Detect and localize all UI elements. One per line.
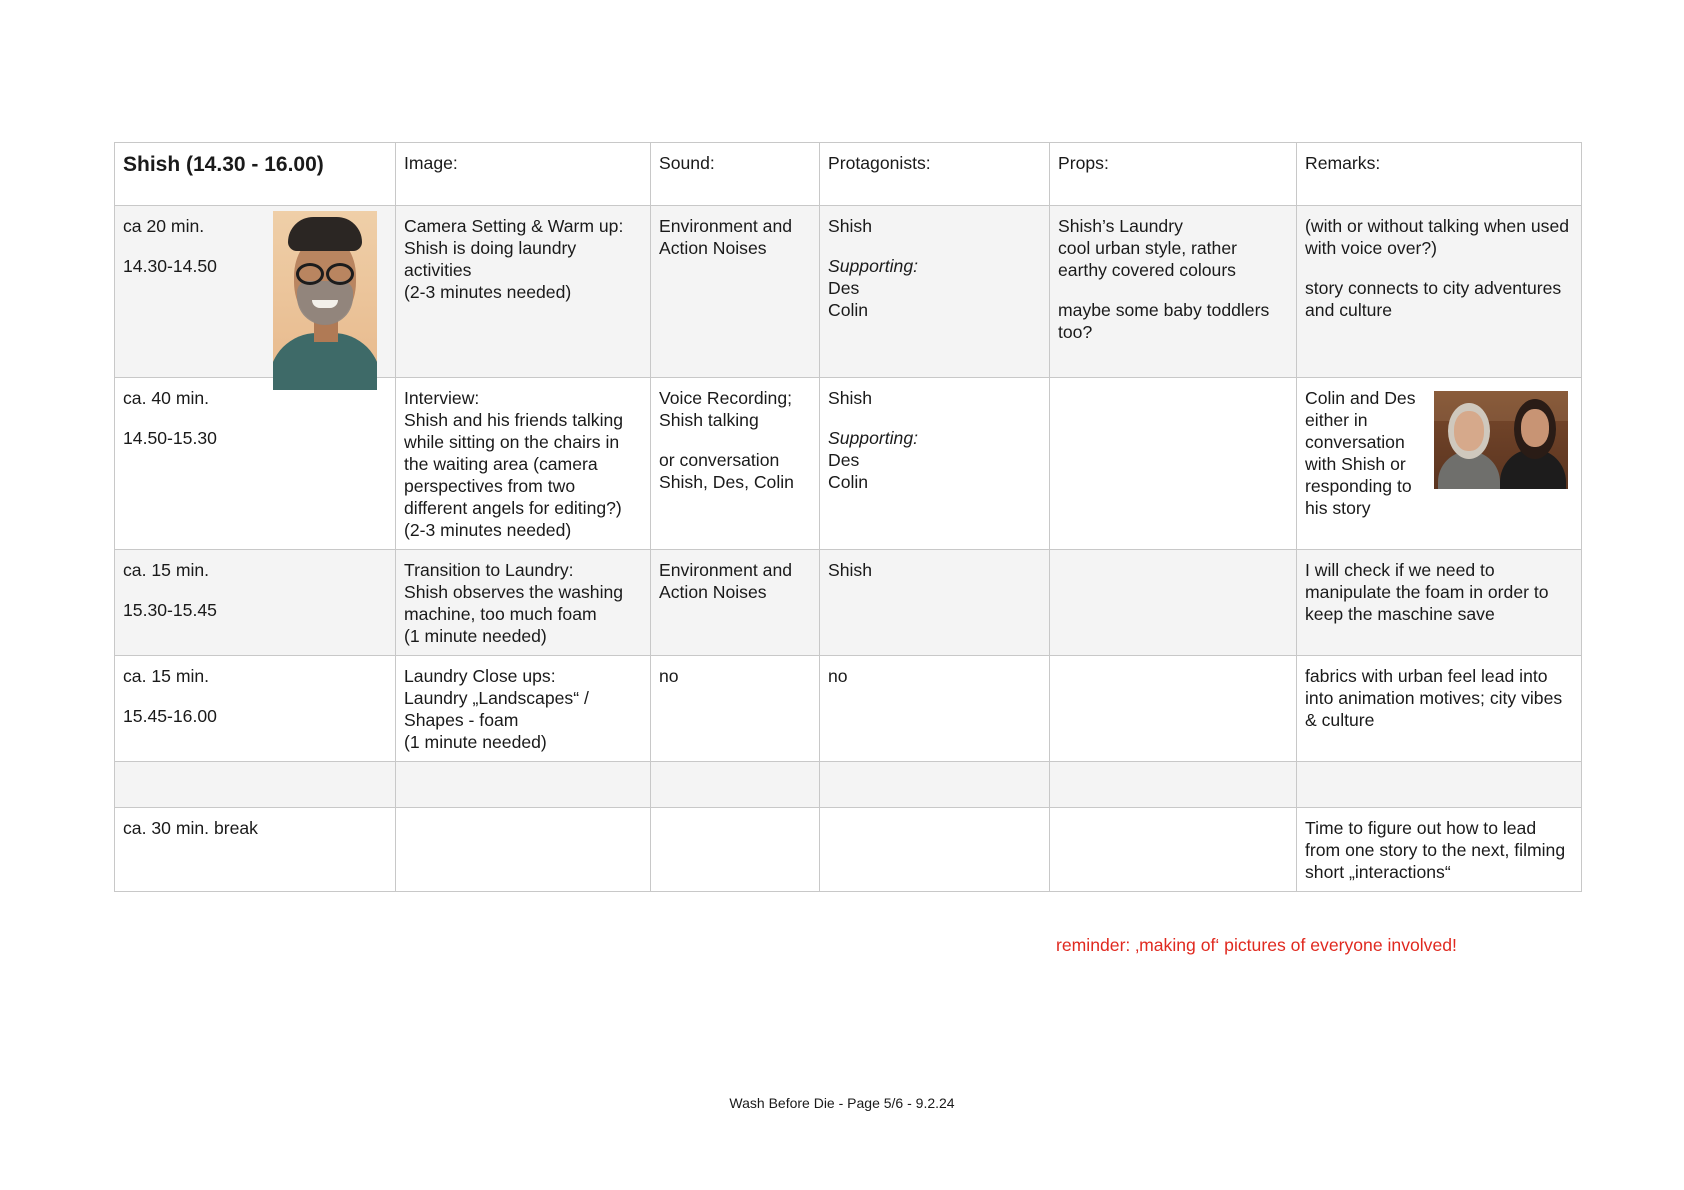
time-range: 14.50-15.30 [123, 427, 217, 448]
schedule-table [114, 142, 1582, 892]
header-image: Image: [396, 143, 651, 206]
sound-cell: Environment and Action Noises [651, 206, 820, 378]
props-cell [1050, 808, 1297, 892]
supporting-names: Des Colin [828, 277, 869, 320]
time-range: 15.30-15.45 [123, 599, 217, 620]
remarks-cell: fabrics with urban feel lead into into animation motives; city vibes & culture [1297, 656, 1582, 762]
sound-cell [651, 808, 820, 892]
props-cell [1050, 550, 1297, 656]
supporting-names: Des Colin [828, 449, 869, 492]
image-cell: Transition to Laundry: Shish observes the washing machine, too much foam (1 minute needed) [396, 550, 651, 656]
remarks-note: story connects to city adventures and culture [1305, 277, 1562, 320]
remarks-cell [1297, 206, 1582, 378]
header-protagonists: Protagonists: [820, 143, 1050, 206]
header-sound: Sound: [651, 143, 820, 206]
duration-cell [115, 378, 396, 550]
props-cell [1050, 206, 1297, 378]
remarks-text: Colin and Des either in conversation with Shish or responding to his story [1305, 388, 1416, 518]
duration: ca 20 min. [123, 216, 205, 236]
remarks-cell: Time to figure out how to lead from one story to the next, filming short „interactions“ [1297, 808, 1582, 892]
protagonists-cell [820, 206, 1050, 378]
protagonist: Shish [828, 216, 873, 236]
supporting-label: Supporting: [828, 255, 918, 276]
sound-cell [651, 378, 820, 550]
colin-des-photo [1434, 391, 1568, 489]
header-row [115, 143, 1582, 206]
duration-cell: ca. 30 min. break [115, 808, 396, 892]
protagonist: Shish [828, 388, 873, 408]
duration: ca. 15 min. [123, 560, 210, 580]
section-title: Shish (14.30 - 16.00) [115, 143, 396, 206]
duration-cell [115, 206, 396, 378]
table-row [115, 656, 1582, 762]
table-row [115, 206, 1582, 378]
table-row [115, 808, 1582, 892]
supporting-label: Supporting: [828, 427, 918, 448]
duration: ca. 40 min. [123, 388, 210, 408]
props-cell [1050, 656, 1297, 762]
time-range: 14.30-14.50 [123, 255, 217, 276]
sound-note: or conversation Shish, Des, Colin [659, 449, 794, 492]
sound-cell: no [651, 656, 820, 762]
remarks-cell [1297, 378, 1582, 550]
table-row [115, 550, 1582, 656]
header-props: Props: [1050, 143, 1297, 206]
page-footer: Wash Before Die - Page 5/6 - 9.2.24 [729, 1095, 955, 1111]
image-cell: Camera Setting & Warm up: Shish is doing laundry activities (2-3 minutes needed) [396, 206, 651, 378]
sound-cell: Environment and Action Noises [651, 550, 820, 656]
duration-cell [115, 550, 396, 656]
table-row [115, 378, 1582, 550]
protagonists-cell [820, 378, 1050, 550]
remarks-text: (with or without talking when used with voice over?) [1305, 216, 1570, 258]
protagonists-cell [820, 808, 1050, 892]
empty-row [115, 762, 1582, 808]
image-cell: Laundry Close ups: Laundry „Landscapes“ / Shapes - foam (1 minute needed) [396, 656, 651, 762]
reminder-note: reminder: ‚making of‘ pictures of everyone involved! [1056, 935, 1457, 955]
image-cell [396, 808, 651, 892]
remarks-cell: I will check if we need to manipulate the foam in order to keep the maschine save [1297, 550, 1582, 656]
shish-portrait-photo [273, 211, 377, 390]
image-cell: Interview: Shish and his friends talking while sitting on the chairs in the waiting area (camera perspectives from two different angels for editing?) (2-3 minutes needed) [396, 378, 651, 550]
time-range: 15.45-16.00 [123, 705, 217, 726]
protagonists-cell: Shish [820, 550, 1050, 656]
props-text: Shish’s Laundry cool urban style, rather earthy covered colours [1058, 216, 1237, 280]
header-remarks: Remarks: [1297, 143, 1582, 206]
duration-cell [115, 656, 396, 762]
protagonists-cell: no [820, 656, 1050, 762]
props-note: maybe some baby toddlers too? [1058, 299, 1270, 342]
duration: ca. 15 min. [123, 666, 210, 686]
sound-text: Voice Recording; Shish talking [659, 388, 793, 430]
props-cell [1050, 378, 1297, 550]
